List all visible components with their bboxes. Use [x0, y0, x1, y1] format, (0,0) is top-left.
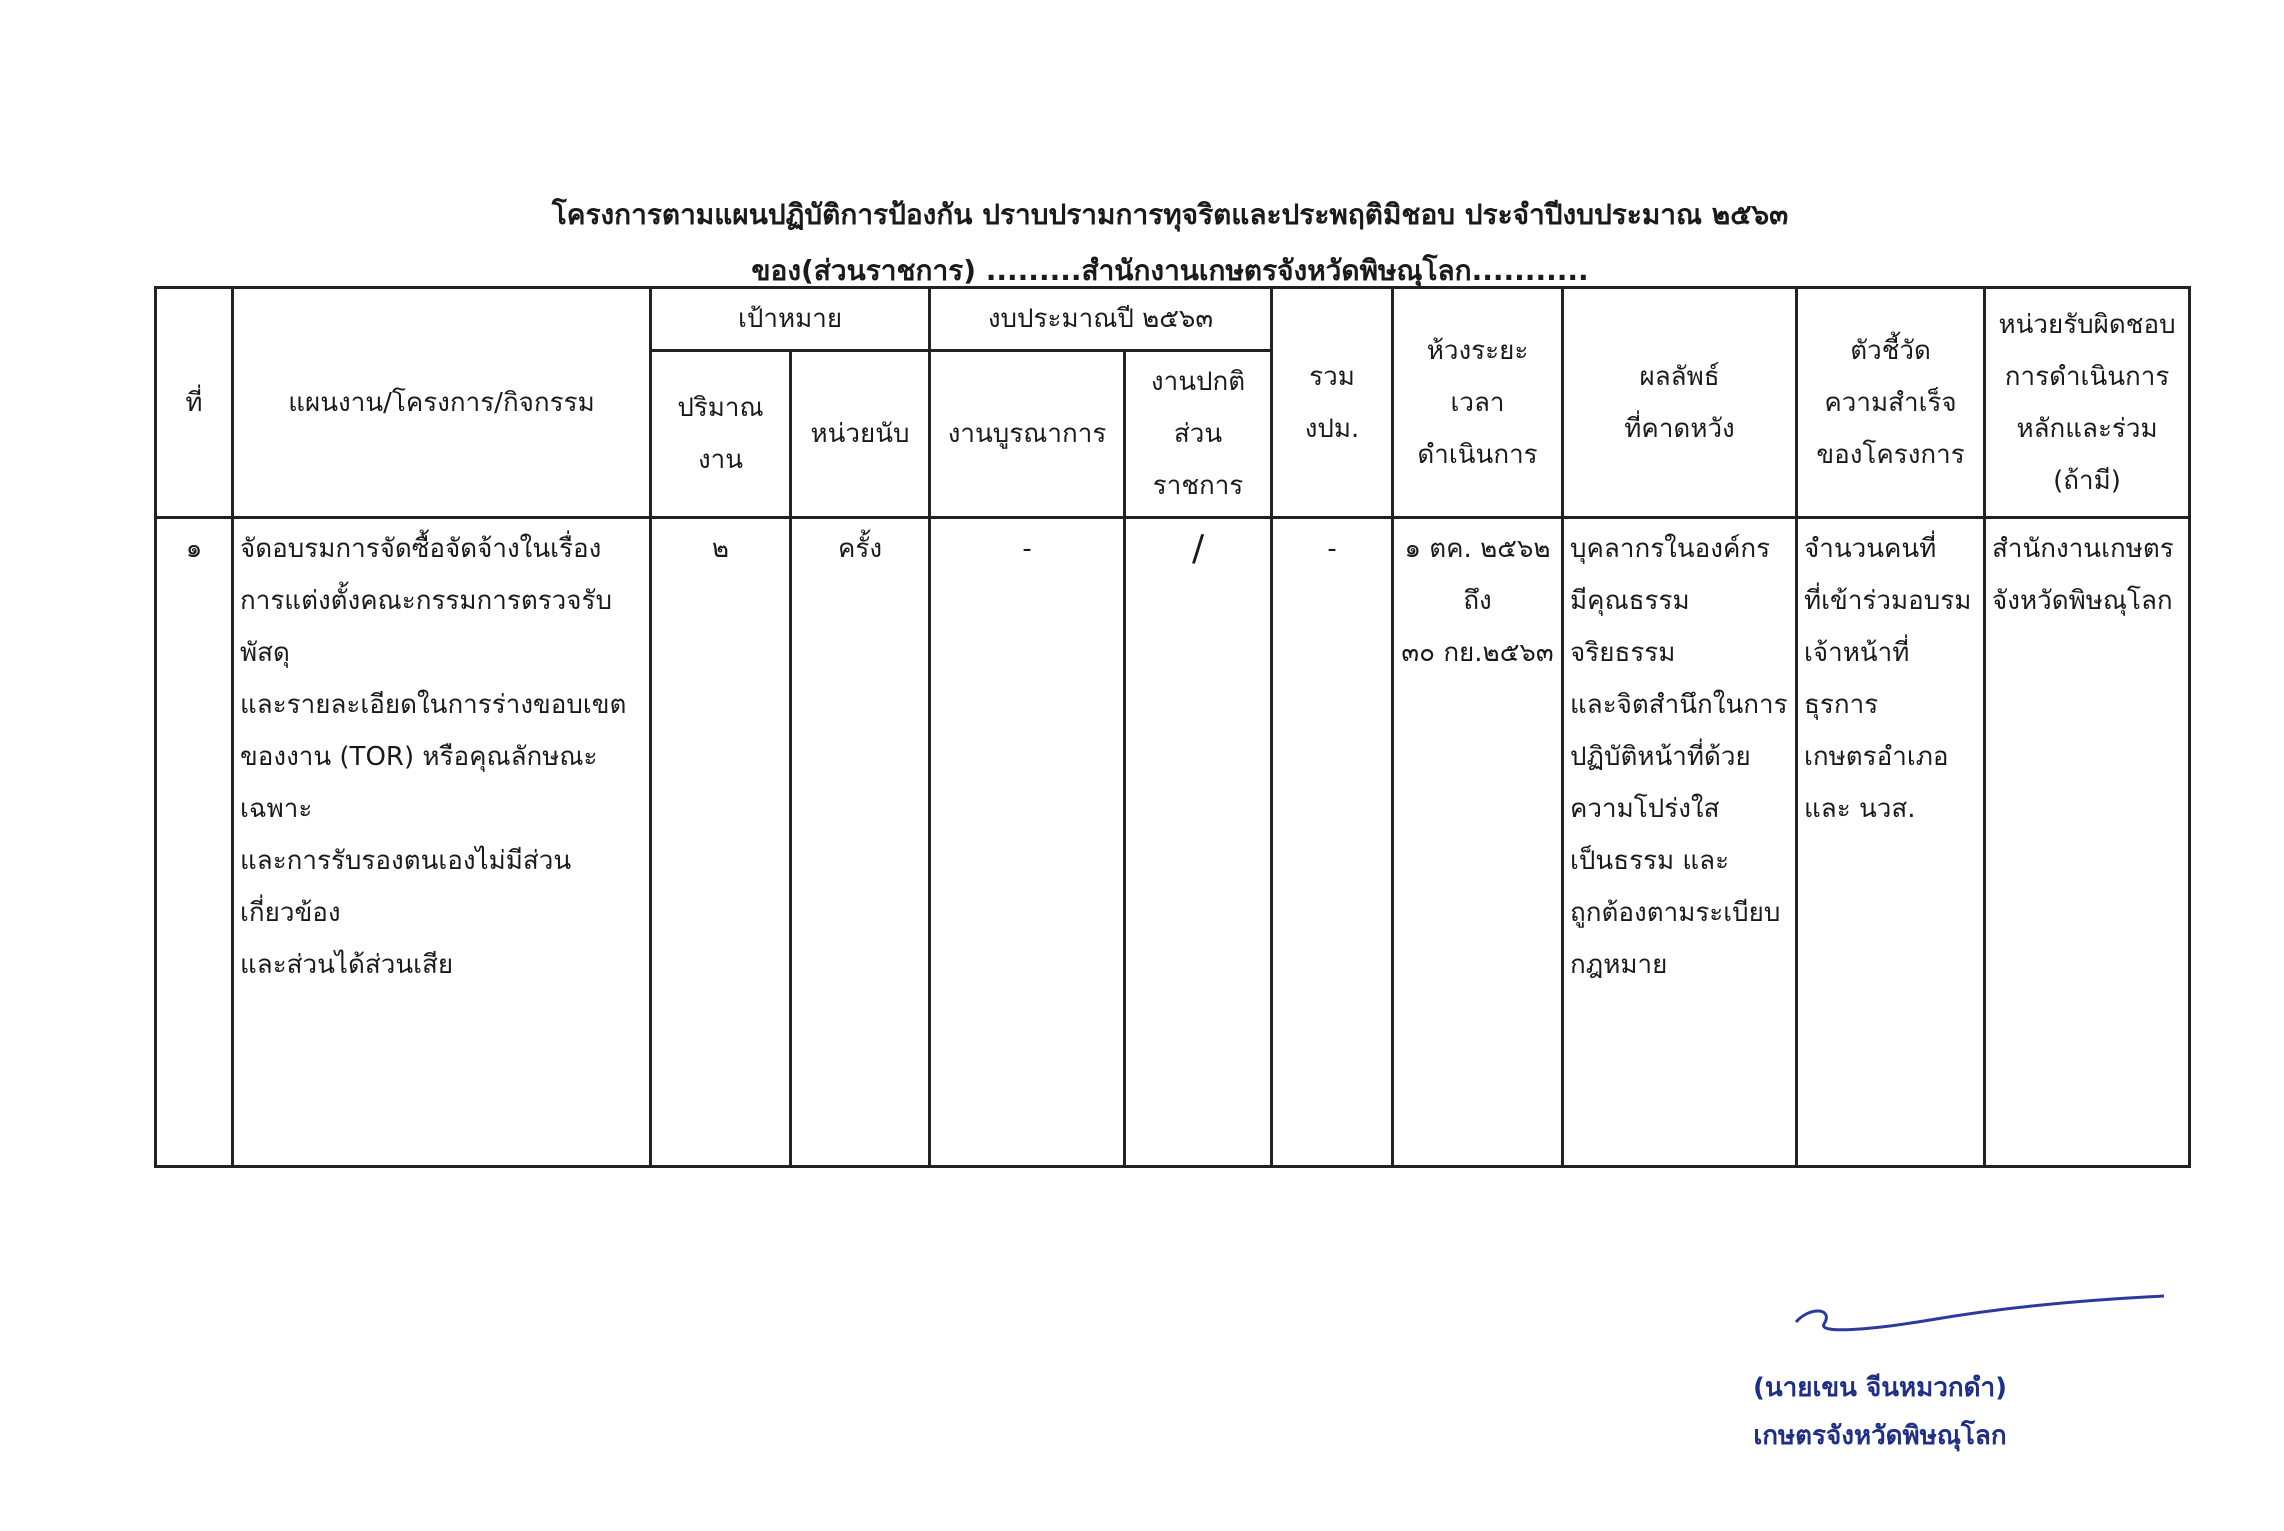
row-total: - [1272, 518, 1393, 1167]
document-subtitle: ของ(ส่วนราชการ) .........สำนักงานเกษตรจังหวัดพิษณุโลก........... [751, 254, 1589, 287]
row-responsible: สำนักงานเกษตร จังหวัดพิษณุโลก [1985, 518, 2190, 1167]
header-integrated: งานบูรณาการ [930, 351, 1125, 518]
header-routine: งานปกติ ส่วนราชการ [1125, 351, 1272, 518]
header-responsible: หน่วยรับผิดชอบ การดำเนินการ หลักและร่วม (ถ้ามี) [1985, 288, 2190, 518]
header-total: รวม งปม. [1272, 288, 1393, 518]
header-quantity: ปริมาณงาน [651, 351, 791, 518]
row-expected: บุคลากรในองค์กร มีคุณธรรม จริยธรรม และจิตสำนึกในการ ปฏิบัติหน้าที่ด้วย ความโปร่งใส เป็นธรรม และ ถูกต้องตามระเบียบ กฎหมาย [1563, 518, 1797, 1167]
plan-table [154, 286, 2191, 1168]
header-target: เป้าหมาย [651, 288, 930, 351]
header-indicator: ตัวชี้วัด ความสำเร็จ ของโครงการ [1797, 288, 1985, 518]
row-routine-checkmark: / [1125, 518, 1272, 1167]
row-no: ๑ [156, 518, 233, 1167]
header-row-1 [156, 288, 2190, 351]
header-period: ห้วงระยะเวลา ดำเนินการ [1393, 288, 1563, 518]
row-quantity: ๒ [651, 518, 791, 1167]
row-unit: ครั้ง [791, 518, 930, 1167]
document-title: โครงการตามแผนปฏิบัติการป้องกัน ปราบปรามการทุจริตและประพฤติมิชอบ ประจำปีงบประมาณ ๒๕๖๓ [551, 198, 1789, 231]
header-expected: ผลลัพธ์ ที่คาดหวัง [1563, 288, 1797, 518]
row-indicator: จำนวนคนที่ ที่เข้าร่วมอบรม เจ้าหน้าที่ธุรการ เกษตรอำเภอ และ นวส. [1797, 518, 1985, 1167]
header-budget: งบประมาณปี ๒๕๖๓ [930, 288, 1272, 351]
signature-scribble [1790, 1292, 2170, 1342]
row-period: ๑ ตค. ๒๕๖๒ ถึง ๓๐ กย.๒๕๖๓ [1393, 518, 1563, 1167]
table-row [156, 518, 2190, 1167]
signer-position: เกษตรจังหวัดพิษณุโลก [1753, 1421, 2007, 1451]
signer-name: (นายเขน จีนหมวกดำ) [1753, 1373, 2007, 1403]
header-plan: แผนงาน/โครงการ/กิจกรรม [233, 288, 651, 518]
row-integrated: - [930, 518, 1125, 1167]
header-no: ที่ [156, 288, 233, 518]
header-unit: หน่วยนับ [791, 351, 930, 518]
row-plan: จัดอบรมการจัดซื้อจัดจ้างในเรื่อง การแต่งตั้งคณะกรรมการตรวจรับพัสดุ และรายละเอียดในการร่างขอบเขต ของงาน (TOR) หรือคุณลักษณะเฉพาะ และการรับรองตนเองไม่มีส่วนเกี่ยวข้อง และส่วนได้ส่วนเสีย [233, 518, 651, 1167]
